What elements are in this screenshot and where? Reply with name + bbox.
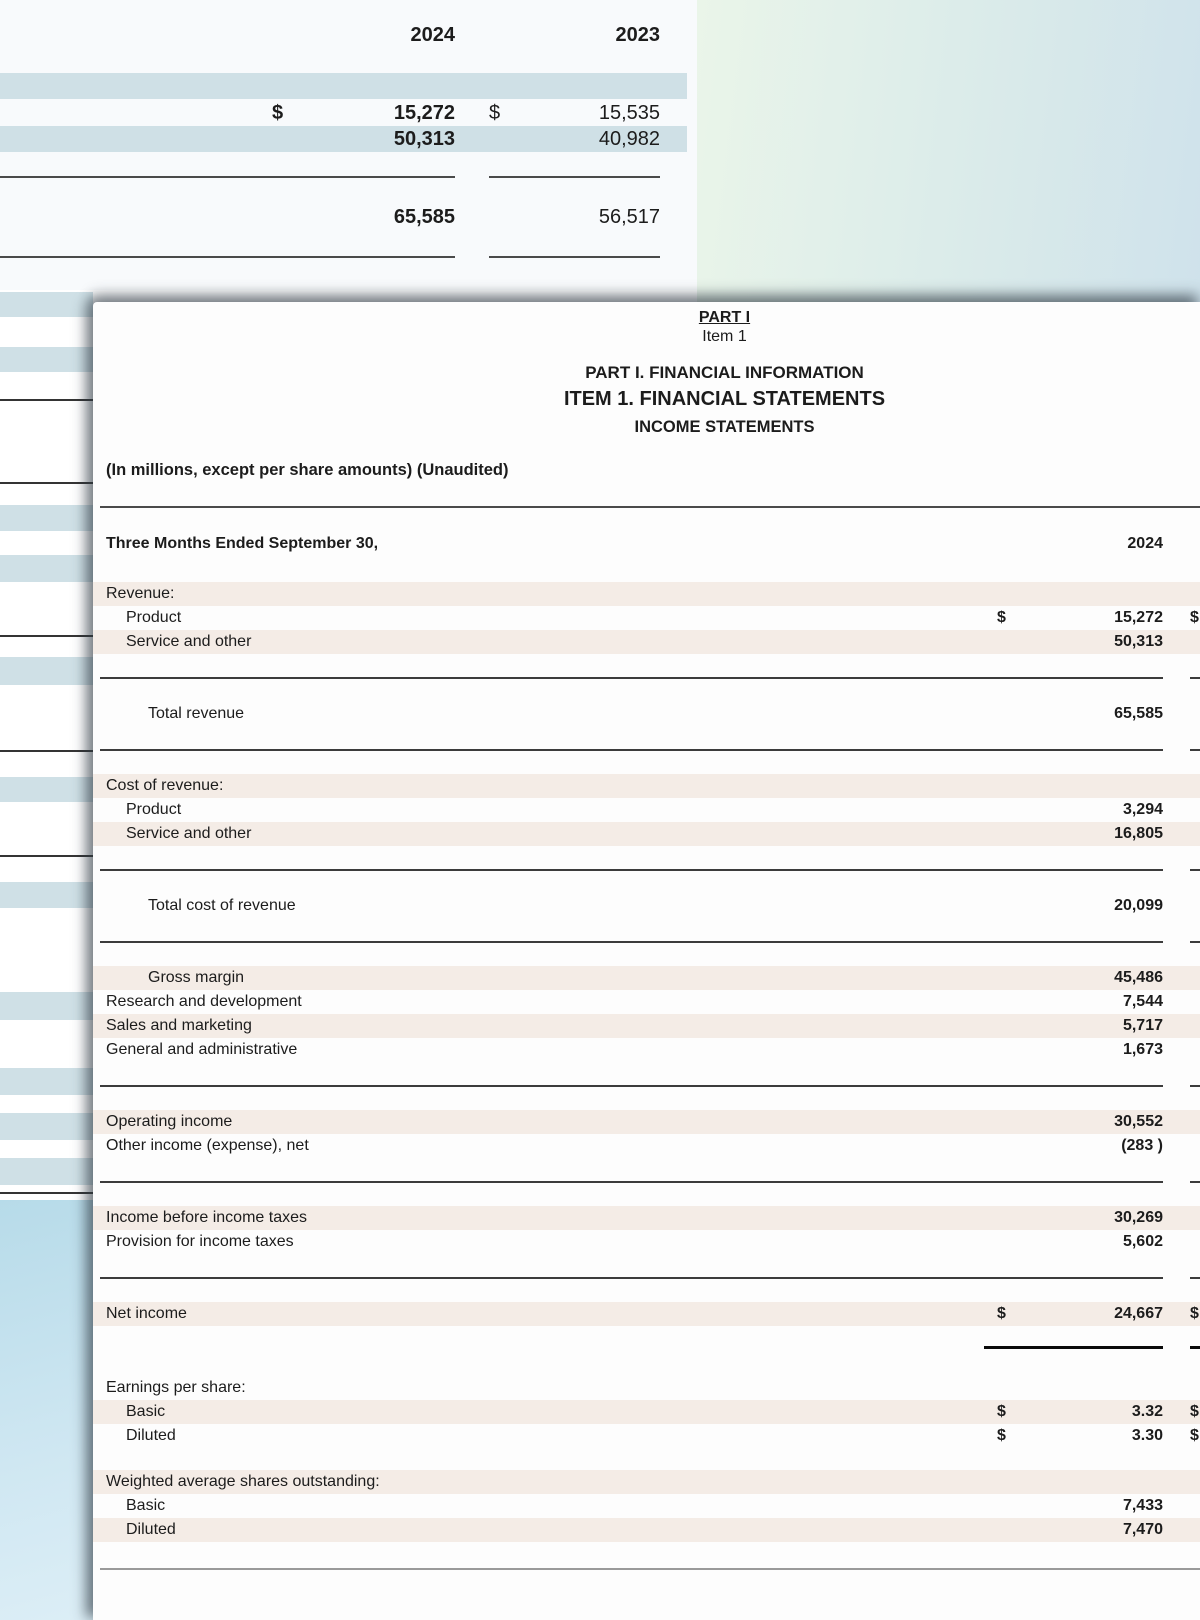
spacer bbox=[93, 1448, 1200, 1470]
background-service-2024: 50,313 bbox=[393, 128, 455, 150]
row-label: General and administrative bbox=[106, 1041, 298, 1058]
row-label: Service and other bbox=[126, 825, 252, 842]
statement-row-basic bbox=[93, 1494, 1200, 1518]
units-note: (In millions, except per share amounts) (Unaudited) bbox=[106, 461, 509, 479]
row-label: Research and development bbox=[106, 993, 302, 1010]
value-2024: 3.30 bbox=[1131, 1427, 1163, 1444]
background-stripe bbox=[0, 882, 93, 908]
row-label: Basic bbox=[126, 1497, 166, 1514]
statement-row-net-income bbox=[93, 1302, 1200, 1326]
row-label: Earnings per share: bbox=[106, 1379, 246, 1396]
heading-financial-information: PART I. FINANCIAL INFORMATION bbox=[585, 363, 864, 382]
value-2024: 1,673 bbox=[1122, 1041, 1163, 1058]
statement-row-general-and-administrative bbox=[93, 1038, 1200, 1062]
background-stripe bbox=[0, 777, 93, 802]
value-2024: 50,313 bbox=[1114, 633, 1163, 650]
row-label: Service and other bbox=[126, 633, 252, 650]
statement-row-product bbox=[93, 798, 1200, 822]
background-stripe bbox=[0, 292, 93, 317]
background-year-header-row bbox=[0, 22, 697, 48]
row-label: Net income bbox=[106, 1305, 187, 1322]
value-2024: 7,470 bbox=[1122, 1521, 1163, 1538]
dollar-sign: $ bbox=[489, 102, 501, 124]
divider bbox=[0, 176, 455, 178]
dollar-sign: $ bbox=[1190, 609, 1199, 626]
net-income-underline bbox=[93, 1346, 1200, 1349]
background-stripe bbox=[0, 1158, 93, 1185]
value-2024: 30,269 bbox=[1114, 1209, 1163, 1226]
divider bbox=[93, 1085, 1200, 1087]
value-2024: 65,585 bbox=[1114, 705, 1163, 722]
value-2024: 5,602 bbox=[1122, 1233, 1163, 1250]
year-column-header: 2024 bbox=[1127, 534, 1163, 552]
background-stripe bbox=[0, 657, 93, 685]
value-2024: 30,552 bbox=[1114, 1113, 1163, 1130]
background-total-2023: 56,517 bbox=[598, 206, 660, 228]
row-label: Gross margin bbox=[148, 969, 245, 986]
value-2024: 20,099 bbox=[1114, 897, 1163, 914]
background-year-2023: 2023 bbox=[615, 24, 660, 46]
row-label: Sales and marketing bbox=[106, 1017, 252, 1034]
row-label: Diluted bbox=[126, 1521, 176, 1538]
dollar-sign: $ bbox=[997, 1427, 1006, 1444]
period-header-row bbox=[93, 531, 1200, 556]
statement-row-service-and-other bbox=[93, 630, 1200, 654]
dollar-sign: $ bbox=[997, 1305, 1006, 1322]
value-2024: 5,717 bbox=[1122, 1017, 1163, 1034]
row-label: Income before income taxes bbox=[106, 1209, 307, 1226]
row-label: Weighted average shares outstanding: bbox=[106, 1473, 380, 1490]
divider bbox=[100, 1568, 1200, 1570]
row-label: Cost of revenue: bbox=[106, 777, 224, 794]
background-stripe bbox=[0, 347, 93, 372]
background-line bbox=[0, 482, 93, 484]
value-2024: 16,805 bbox=[1114, 825, 1163, 842]
background-product-2023: 15,535 bbox=[598, 102, 660, 124]
background-stripe bbox=[0, 1068, 93, 1095]
row-label: Product bbox=[126, 801, 182, 818]
background-left-strip bbox=[0, 268, 93, 1620]
background-line bbox=[0, 1192, 93, 1194]
dollar-sign: $ bbox=[1190, 1403, 1199, 1420]
divider bbox=[0, 256, 455, 258]
item-1-label: Item 1 bbox=[702, 328, 747, 345]
background-stripe-row bbox=[0, 73, 687, 99]
background-stripe bbox=[0, 505, 93, 531]
background-total-revenue-row bbox=[0, 204, 697, 230]
statement-row-service-and-other bbox=[93, 822, 1200, 846]
document-card bbox=[93, 302, 1200, 1620]
divider bbox=[93, 869, 1200, 871]
background-line bbox=[0, 399, 93, 401]
divider bbox=[489, 256, 660, 258]
statement-row-total-revenue bbox=[93, 702, 1200, 726]
statement-row-research-and-development bbox=[93, 990, 1200, 1014]
row-label: Total revenue bbox=[148, 705, 245, 722]
value-2024: 7,433 bbox=[1122, 1497, 1163, 1514]
background-service-row bbox=[0, 126, 697, 152]
row-label: Operating income bbox=[106, 1113, 233, 1130]
statement-row-product bbox=[93, 606, 1200, 630]
part-i-link[interactable]: PART I bbox=[698, 309, 751, 326]
statement-row-other-income-expense-net bbox=[93, 1134, 1200, 1158]
background-solid-block bbox=[0, 1200, 93, 1620]
row-label: Diluted bbox=[126, 1427, 176, 1444]
background-stripe bbox=[0, 1113, 93, 1140]
statement-row-basic bbox=[93, 1400, 1200, 1424]
background-service-2023: 40,982 bbox=[598, 128, 660, 150]
row-label: Product bbox=[126, 609, 182, 626]
statement-row-total-cost-of-revenue bbox=[93, 894, 1200, 918]
value-2024: 15,272 bbox=[1114, 609, 1163, 626]
row-label: Total cost of revenue bbox=[148, 897, 296, 914]
divider bbox=[93, 677, 1200, 679]
statement-row-revenue bbox=[93, 582, 1200, 606]
statement-row-weighted-average-shares-outstanding bbox=[93, 1470, 1200, 1494]
background-product-2024: 15,272 bbox=[393, 102, 455, 124]
row-label: Revenue: bbox=[106, 585, 175, 602]
statement-row-provision-for-income-taxes bbox=[93, 1230, 1200, 1254]
divider bbox=[100, 506, 1200, 508]
value-2024: 3.32 bbox=[1131, 1403, 1163, 1420]
value-2024: 3,294 bbox=[1122, 801, 1163, 818]
row-label: Other income (expense), net bbox=[106, 1137, 309, 1154]
background-total-2024: 65,585 bbox=[393, 206, 455, 228]
statement-row-operating-income bbox=[93, 1110, 1200, 1134]
statement-row-gross-margin bbox=[93, 966, 1200, 990]
income-rows bbox=[93, 582, 1200, 1570]
dollar-sign: $ bbox=[1190, 1305, 1199, 1322]
dollar-sign: $ bbox=[272, 102, 284, 124]
row-label: Provision for income taxes bbox=[106, 1233, 294, 1250]
divider bbox=[93, 1181, 1200, 1183]
background-stripe bbox=[0, 555, 93, 582]
background-line bbox=[0, 750, 93, 752]
statement-row-diluted bbox=[93, 1424, 1200, 1448]
statement-row-income-before-income-taxes bbox=[93, 1206, 1200, 1230]
background-income-table bbox=[0, 0, 697, 290]
value-2024: 45,486 bbox=[1114, 969, 1163, 986]
value-2024: 7,544 bbox=[1122, 993, 1163, 1010]
divider bbox=[489, 176, 660, 178]
background-product-row bbox=[0, 100, 697, 126]
heading-financial-statements: ITEM 1. FINANCIAL STATEMENTS bbox=[563, 388, 886, 410]
value-2024: (283 ) bbox=[1121, 1137, 1163, 1154]
statement-row-sales-and-marketing bbox=[93, 1014, 1200, 1038]
dollar-sign: $ bbox=[1190, 1427, 1199, 1444]
divider bbox=[93, 941, 1200, 943]
background-line bbox=[0, 855, 93, 857]
row-label: Basic bbox=[126, 1403, 166, 1420]
value-2024: 24,667 bbox=[1114, 1305, 1163, 1322]
dollar-sign: $ bbox=[997, 609, 1006, 626]
background-gradient-panel bbox=[697, 0, 1200, 312]
divider bbox=[93, 1277, 1200, 1279]
background-stripe bbox=[0, 992, 93, 1020]
statement-row-earnings-per-share bbox=[93, 1376, 1200, 1400]
background-line bbox=[0, 635, 93, 637]
statement-row-diluted bbox=[93, 1518, 1200, 1542]
background-year-2024: 2024 bbox=[410, 24, 455, 46]
heading-income-statements: INCOME STATEMENTS bbox=[634, 418, 815, 436]
dollar-sign: $ bbox=[997, 1403, 1006, 1420]
statement-row-cost-of-revenue bbox=[93, 774, 1200, 798]
divider bbox=[93, 749, 1200, 751]
period-label: Three Months Ended September 30, bbox=[106, 534, 379, 552]
